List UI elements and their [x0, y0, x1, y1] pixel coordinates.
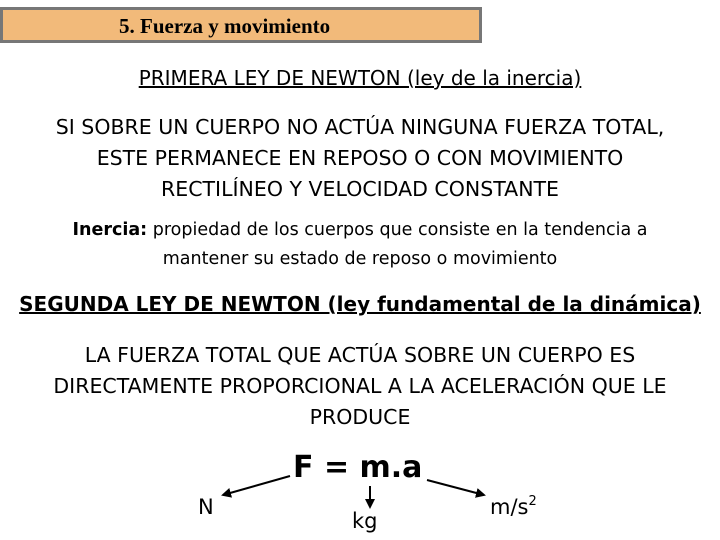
acceleration-unit-exponent: 2: [528, 494, 537, 509]
arrow-to-newton: [223, 476, 290, 495]
inertia-definition-line-2: mantener su estado de reposo o movimiento: [162, 249, 558, 269]
formula-f-equals-ma: F = m.a: [293, 450, 423, 485]
second-law-heading: SEGUNDA LEY DE NEWTON (ley fundamental de la dinámica): [19, 292, 701, 316]
first-law-statement-line-3: RECTILÍNEO Y VELOCIDAD CONSTANTE: [161, 177, 559, 201]
second-law-statement: [0, 340, 720, 433]
second-law-statement-line-1: LA FUERZA TOTAL QUE ACTÚA SOBRE UN CUERPO ES: [84, 343, 636, 367]
arrow-to-acceleration-unit: [427, 480, 484, 495]
inertia-definition-line-1: [0, 216, 720, 245]
first-law-statement: [0, 112, 720, 205]
inertia-definition: [0, 216, 720, 274]
second-law-statement-line-3: PRODUCE: [309, 405, 411, 429]
acceleration-unit: [490, 493, 537, 521]
inertia-definition-text: propiedad de los cuerpos que consiste en la tendencia a: [147, 220, 648, 240]
acceleration-unit-base: m/s: [490, 495, 529, 519]
first-law-heading: PRIMERA LEY DE NEWTON (ley de la inercia): [138, 66, 582, 90]
inertia-term: Inercia:: [72, 220, 148, 240]
second-law-statement-line-2: DIRECTAMENTE PROPORCIONAL A LA ACELERACIÓN QUE LE: [53, 374, 667, 398]
kilogram-unit: kg: [352, 509, 378, 533]
page-title: 5. Fuerza y movimiento: [119, 14, 331, 38]
first-law-statement-line-1: SI SOBRE UN CUERPO NO ACTÚA NINGUNA FUERZA TOTAL,: [55, 115, 665, 139]
newton-unit: N: [198, 495, 214, 519]
first-law-statement-line-2: ESTE PERMANECE EN REPOSO O CON MOVIMIENTO: [96, 146, 624, 170]
title-banner: [0, 7, 482, 43]
